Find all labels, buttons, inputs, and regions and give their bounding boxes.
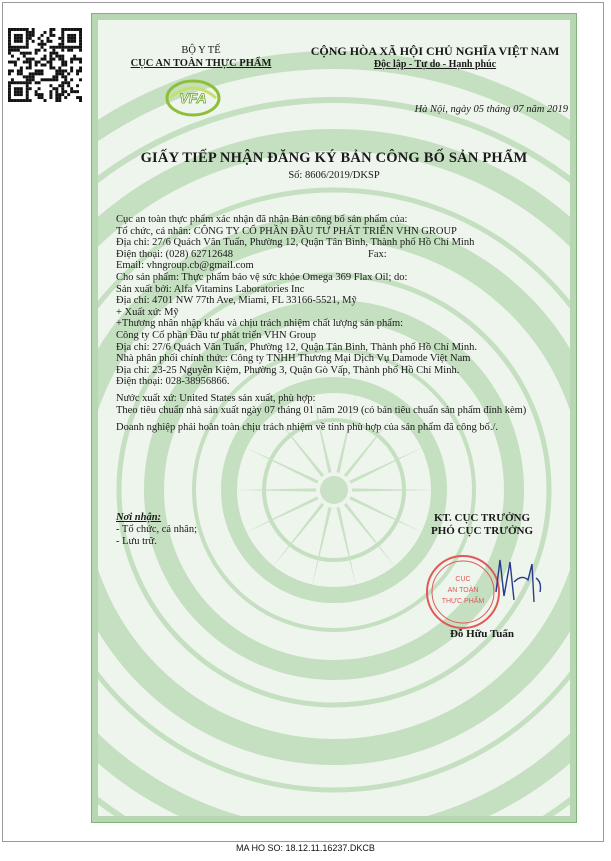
- country-name: CỘNG HÒA XÃ HỘI CHỦ NGHĨA VIỆT NAM: [310, 44, 560, 58]
- product-name: Cho sản phẩm: Thực phẩm bảo vệ sức khỏe Omega 369 Flax Oil; do:: [116, 271, 408, 283]
- agency-name: CỤC AN TOÀN THỰC PHẨM: [130, 58, 272, 69]
- drum-ray: [312, 507, 332, 587]
- signer-name: Đỗ Hữu Tuấn: [449, 628, 515, 640]
- producer-address: Địa chỉ: 4701 NW 77th Ave, Miami, FL 33166-5521, Mỹ: [116, 295, 357, 307]
- vfa-logo: [162, 76, 224, 118]
- document-number: Số: 8606/2019/DKSP: [288, 170, 380, 181]
- importer-address: Địa chỉ: 27/6 Quách Văn Tuấn, Phường 12, Quận Tân Bình, Thành phố Hồ Chí Minh.: [116, 341, 477, 353]
- organization-phone: Điện thoại: (028) 62712648: [116, 248, 233, 260]
- recipients-heading: Nơi nhận:: [116, 512, 162, 523]
- drum-ray: [336, 507, 356, 587]
- drum-ray: [244, 447, 319, 484]
- handwritten-signature: [488, 552, 548, 612]
- organization: Tổ chức, cá nhân: CÔNG TY CỔ PHẦN ĐẦU TƯ PHÁT TRIỂN VHN GROUP: [116, 225, 457, 237]
- recipient-item: - Lưu trữ.: [116, 536, 157, 547]
- standard-text: Theo tiêu chuẩn nhà sản xuất ngày 07 tháng 01 năm 2019 (có bản tiêu chuẩn sản phẩm đính kèm): [116, 404, 527, 416]
- signatory-line2: PHÓ CỤC TRƯỞNG: [430, 525, 534, 537]
- intro-text: Cục an toàn thực phẩm xác nhận đã nhận Bản công bố sản phẩm của:: [116, 214, 408, 225]
- drum-ray: [352, 488, 434, 491]
- organization-address: Địa chỉ: 27/6 Quách Văn Tuấn, Phường 12, Quận Tân Bình, Thành phố Hồ Chí Minh: [116, 237, 475, 249]
- recipients: [116, 512, 286, 548]
- phone-fax-row: [116, 249, 562, 261]
- distributor-phone: Điện thoại: 028-38956866.: [116, 376, 230, 388]
- drum-ray: [349, 447, 424, 484]
- file-code-footer: MA HO SO: 18.12.11.16237.DKCB: [236, 843, 375, 853]
- certificate-body: [116, 214, 562, 434]
- distributor-address: Địa chỉ: 23-25 Nguyễn Kiệm, Phường 3, Quận Gò Vấp, Thành phố Hồ Chí Minh.: [116, 364, 460, 376]
- importer-label: +Thương nhân nhập khẩu và chịu trách nhiệm chất lượng sản phẩm:: [116, 318, 404, 330]
- distributor: Nhà phân phối chính thức: Công ty TNHH Thương Mại Dịch Vụ Damode Việt Nam: [116, 353, 471, 365]
- producer: Sản xuất bởi: Alfa Vitamins Laboratories Inc: [116, 283, 305, 295]
- certificate: [92, 14, 576, 822]
- date-line: Hà Nội, ngày 05 tháng 07 năm 2019: [414, 104, 568, 115]
- responsibility-text: Doanh nghiệp phải hoàn toàn chịu trách nhiệm về tính phù hợp của sản phẩm đã công bố./.: [116, 422, 498, 434]
- qr-code: [8, 28, 82, 102]
- svg-text:AN TOÀN: AN TOÀN: [447, 587, 479, 594]
- country-of-origin: Nước xuất xứ: United States sản xuất, phù hợp:: [116, 392, 316, 404]
- svg-text:CỤC: CỤC: [455, 576, 471, 583]
- importer-name: Công ty Cổ phần Đầu tư phát triển VHN Group: [116, 329, 317, 341]
- origin: + Xuất xứ: Mỹ: [116, 306, 179, 318]
- recipient-item: - Tổ chức, cá nhân;: [116, 524, 198, 535]
- document-title: GIẤY TIẾP NHẬN ĐĂNG KÝ BẢN CÔNG BỐ SẢN PHẨM: [140, 150, 528, 166]
- ministry-header: [116, 44, 286, 70]
- ministry-name: BỘ Y TẾ: [181, 45, 221, 56]
- drum-ray: [234, 488, 316, 491]
- signatory-line1: KT. CỤC TRƯỞNG: [433, 512, 531, 524]
- svg-text:VFA: VFA: [179, 90, 207, 106]
- national-header: [294, 44, 576, 72]
- organization-fax: Fax:: [368, 248, 387, 260]
- organization-email: Email: vhngroup.cb@gmail.com: [116, 260, 254, 272]
- signatory-title: [398, 512, 566, 538]
- svg-text:THỰC PHẨM: THỰC PHẨM: [441, 598, 485, 605]
- motto: Độc lập - Tự do - Hạnh phúc: [373, 59, 497, 70]
